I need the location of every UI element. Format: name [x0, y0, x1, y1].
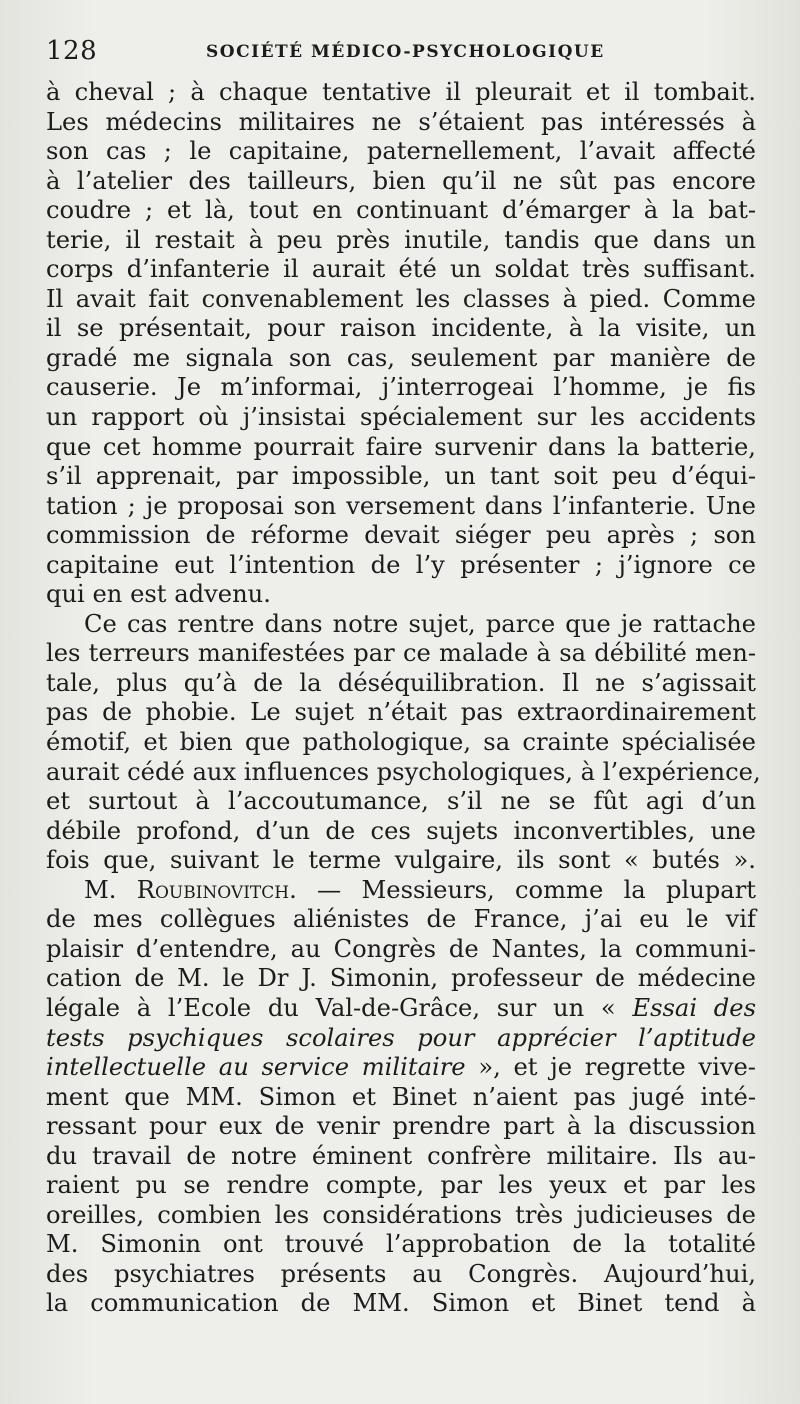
text-line: s’il apprenait, par impossible, un tant soit peu d’équi-: [46, 462, 756, 491]
text-line: corps d’infanterie il aurait été un soldat très suffisant.: [46, 255, 756, 284]
speaker-name: M. Roubinovitch. —: [84, 875, 342, 904]
paragraph-end-line: fois que, suivant le terme vulgaire, ils sont « butés ».: [46, 846, 756, 875]
speaker-line: [46, 876, 756, 906]
page-number: 128: [46, 36, 98, 66]
text-line: un rapport où j’insistai spécialement sur les accidents: [46, 403, 756, 432]
text-line: commission de réforme devait siéger peu après ; son: [46, 521, 756, 550]
text-line: des psychiatres présents au Congrès. Aujourd’hui,: [46, 1259, 756, 1288]
paragraph-start-line: Ce cas rentre dans notre sujet, parce que je rattache: [84, 609, 756, 638]
text-line: ment que MM. Simon et Binet n’aient pas jugé inté-: [46, 1082, 756, 1111]
text-line: tale, plus qu’à de la déséquilibration. Il ne s’agissait: [46, 668, 756, 697]
text-line: oreilles, combien les considérations très judicieuses de: [46, 1200, 756, 1229]
text-line: terie, il restait à peu près inutile, tandis que dans un: [46, 225, 756, 254]
text-line: il se présentait, pour raison incidente, à la visite, un: [46, 314, 756, 343]
text-line: Les médecins militaires ne s’étaient pas intéressés à: [46, 107, 756, 136]
text-line: les terreurs manifestées par ce malade à sa débilité men-: [46, 639, 756, 668]
text-line: gradé me signala son cas, seulement par manière de: [46, 343, 756, 372]
text-line: débile profond, d’un de ces sujets inconvertibles, une: [46, 816, 756, 845]
text-line: aurait cédé aux influences psychologiques, à l’expérience,: [46, 757, 761, 786]
text-line: M. Simonin ont trouvé l’approbation de la totalité: [46, 1230, 756, 1259]
text-line: que cet homme pourrait faire survenir dans la batterie,: [46, 432, 756, 461]
text-line: la communication de MM. Simon et Binet tend à: [46, 1289, 756, 1318]
essai-title-start: Essai des: [632, 993, 756, 1022]
text-line: causerie. Je m’informai, j’interrogeai l’homme, je fis: [46, 373, 756, 402]
text-line: et surtout à l’accoutumance, s’il ne se fût agi d’un: [46, 787, 756, 816]
paragraph-end-line: qui en est advenu.: [46, 580, 271, 609]
speaker-line-text: Messieurs, comme la plupart: [361, 875, 756, 904]
running-head: [46, 30, 756, 70]
text-line-part: légale à l’Ecole du Val-de-Grâce, sur un «: [46, 993, 616, 1022]
text-line: coudre ; et là, tout en continuant d’émarger à la bat-: [46, 196, 756, 225]
text-line-part: », et je regrette vive-: [478, 1053, 756, 1082]
text-line: pas de phobie. Le sujet n’était pas extraordinairement: [46, 698, 756, 727]
text-line-italic: tests psychiques scolaires pour apprécier l’aptitude: [46, 1023, 756, 1052]
text-line: son cas ; le capitaine, paternellement, l’avait affecté: [46, 137, 756, 166]
running-title: SOCIÉTÉ MÉDICO-PSYCHOLOGIQUE: [206, 42, 605, 62]
text-line: de mes collègues aliénistes de France, j’ai eu le vif: [46, 905, 756, 934]
text-line: plaisir d’entendre, au Congrès de Nantes, la communi-: [46, 934, 756, 963]
text-line: à l’atelier des tailleurs, bien qu’il ne sût pas encore: [46, 166, 756, 195]
text-line: du travail de notre éminent confrère militaire. Ils au-: [46, 1141, 756, 1170]
text-line: raient pu se rendre compte, par les yeux et par les: [46, 1171, 756, 1200]
text-line: émotif, et bien que pathologique, sa crainte spécialisée: [46, 728, 756, 757]
text-line: tation ; je proposai son versement dans l’infanterie. Une: [46, 491, 756, 520]
text-line: [46, 994, 756, 1024]
text-line: à cheval ; à chaque tentative il pleurait et il tombait.: [46, 78, 756, 106]
text-line: ressant pour eux de venir prendre part à la discussion: [46, 1112, 756, 1141]
body-text: [46, 78, 761, 1319]
text-line: capitaine eut l’intention de l’y présenter ; j’ignore ce: [46, 550, 756, 579]
text-line: Il avait fait convenablement les classes à pied. Comme: [46, 284, 756, 313]
text-line: [46, 1053, 756, 1083]
text-line: cation de M. le Dr J. Simonin, professeur de médecine: [46, 964, 756, 993]
essai-title-end: intellectuelle au service militaire: [46, 1053, 466, 1082]
